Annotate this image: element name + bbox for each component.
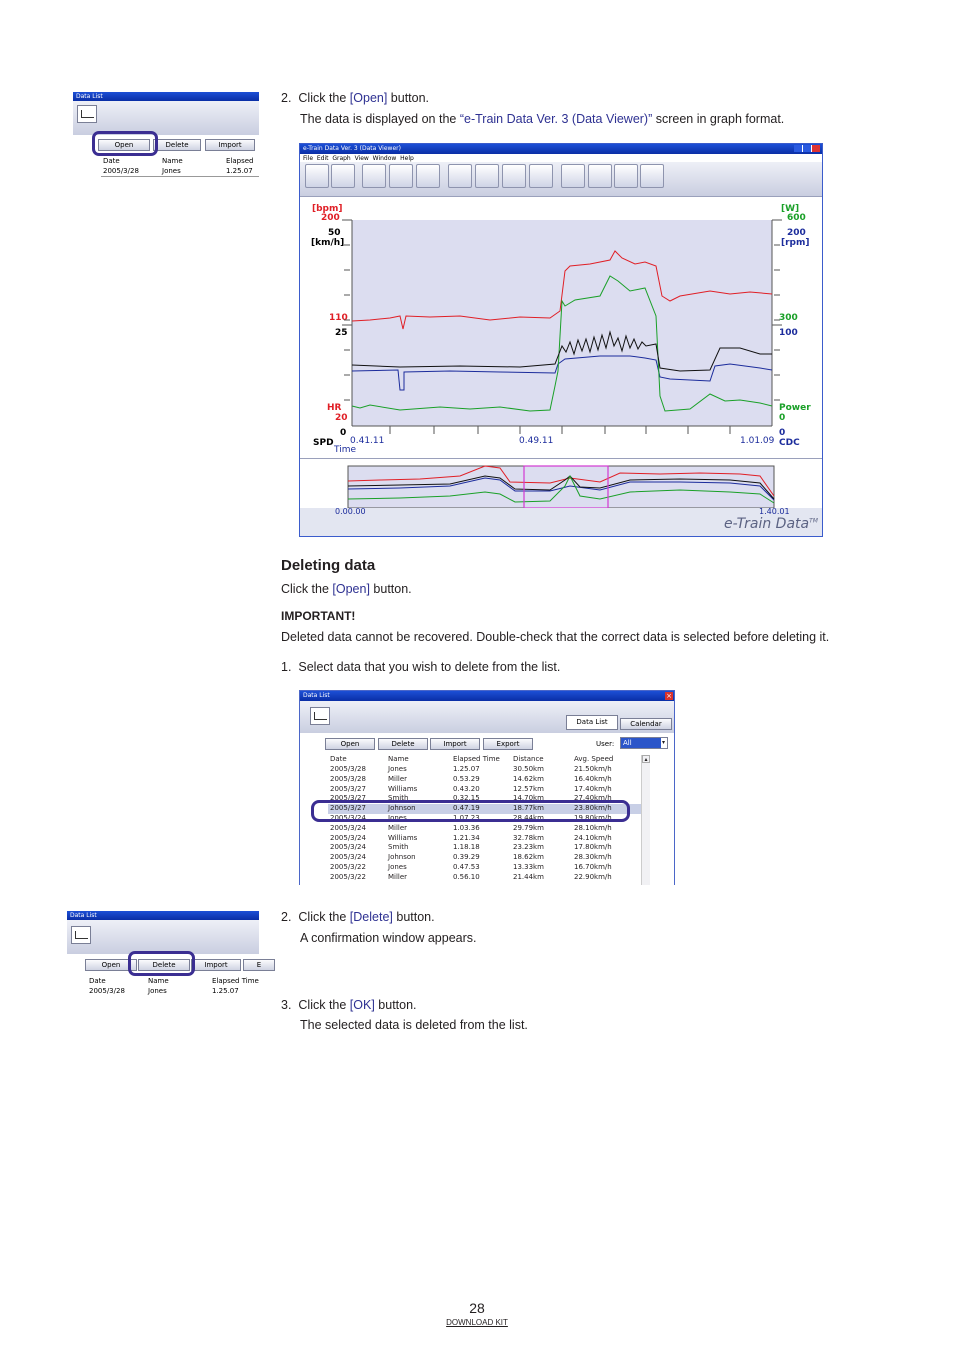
cell-elapsed: 1.03.36 — [453, 823, 480, 832]
cell-avg-speed: 22.90km/h — [574, 872, 612, 881]
cell-date: 2005/3/28 — [330, 774, 366, 783]
import-button[interactable]: Import — [191, 959, 241, 971]
cell-elapsed: 1.07.23 — [453, 814, 480, 822]
cell-name: Miller — [388, 823, 408, 832]
axis-bpm-200: 200 — [321, 213, 340, 223]
cell-date: 2005/3/28 — [103, 167, 139, 175]
viewer-menubar — [303, 155, 414, 162]
axis-watt-600: 600 — [787, 213, 806, 223]
table-header — [328, 755, 642, 765]
cell-name: Miller — [388, 872, 408, 881]
cell-elapsed: 1.18.18 — [453, 843, 480, 852]
cell-name: Williams — [388, 833, 418, 842]
cell-name: Miller — [388, 774, 408, 783]
step-number: 2. — [281, 91, 292, 105]
cell-date: 2005/3/27 — [330, 784, 366, 793]
scroll-up-icon[interactable]: ▴ — [642, 755, 650, 763]
axis-rpm-0: 0 — [779, 428, 786, 438]
step-text: Click the — [298, 91, 350, 105]
cell-date: 2005/3/27 — [330, 804, 366, 813]
tab-calendar[interactable]: Calendar — [620, 718, 672, 730]
step-number: 1. — [281, 660, 292, 674]
step-delete-line1 — [281, 910, 435, 924]
cell-name: Smith — [388, 794, 409, 803]
cell-name: Johnson — [388, 804, 416, 813]
cell-avg-speed: 21.50km/h — [574, 765, 612, 773]
highlight-ring-delete — [128, 951, 195, 976]
open-button[interactable]: Open — [85, 959, 137, 971]
cell-name: Jones — [388, 863, 407, 871]
header-date[interactable]: Date — [330, 755, 347, 763]
print-icon[interactable] — [331, 164, 355, 188]
thumbnail-title: Data List — [73, 92, 259, 101]
step-text: The data is displayed on the — [300, 112, 460, 126]
cell-avg-speed: 17.80km/h — [574, 843, 612, 852]
axis-rpm-100: 100 — [779, 328, 798, 338]
cell-avg-speed: 19.80km/h — [574, 814, 612, 822]
cell-elapsed: 1.25.07 — [226, 167, 253, 175]
cell-name: Jones — [388, 765, 407, 773]
delete-link: [Delete] — [349, 910, 393, 924]
viewer-title: e-Train Data Ver. 3 (Data Viewer) — [303, 145, 401, 152]
cell-distance: 32.78km — [513, 833, 544, 842]
cell-avg-speed: 28.30km/h — [574, 853, 612, 862]
cell-elapsed: 0.47.53 — [453, 863, 480, 871]
cell-name: Jones — [388, 814, 407, 822]
export-icon[interactable] — [614, 164, 638, 188]
cell-distance: 30.50km — [513, 765, 544, 773]
table-row[interactable] — [328, 834, 642, 844]
cell-elapsed: 0.32.15 — [453, 794, 480, 803]
header-distance[interactable]: Distance — [513, 755, 544, 763]
important-warning: Deleted data cannot be recovered. Double-check that the correct data is selected before deleting it. — [281, 630, 830, 644]
user-select-value: All — [621, 738, 661, 748]
brand-tm: TM — [809, 517, 818, 525]
col-elapsed: Elapsed Time — [212, 977, 259, 985]
delete-button[interactable]: Delete — [138, 959, 190, 971]
step-text: button. — [374, 998, 417, 1012]
cell-avg-speed: 28.10km/h — [574, 823, 612, 832]
table-row[interactable] — [328, 853, 642, 863]
cell-name: Jones — [162, 167, 181, 175]
open-link: [Open] — [332, 582, 370, 596]
cell-distance: 18.62km — [513, 853, 544, 862]
step-text: button. — [369, 582, 412, 596]
open-link: [Open] — [349, 91, 388, 105]
cell-avg-speed: 17.40km/h — [574, 784, 612, 793]
app-graph-icon — [77, 105, 97, 123]
cell-distance: 28.44km — [513, 814, 544, 822]
important-label: IMPORTANT! — [281, 609, 356, 623]
cell-distance: 13.33km — [513, 863, 544, 871]
cell-avg-speed: 24.10km/h — [574, 833, 612, 842]
step-ok-line2: The selected data is deleted from the list. — [300, 1018, 528, 1032]
axis-watt-0: 0 — [779, 413, 786, 423]
section-heading: Deleting data — [281, 557, 376, 574]
cell-date: 2005/3/22 — [330, 863, 366, 871]
overview-tick-start: 0.00.00 — [335, 507, 366, 516]
table-row[interactable] — [328, 843, 642, 853]
axis-rpm-unit: [rpm] — [781, 238, 810, 248]
menu-file[interactable]: File — [303, 155, 314, 162]
delete-button[interactable]: Delete — [378, 738, 428, 750]
step-text: Click the — [281, 582, 333, 596]
step-ok-line1 — [281, 998, 417, 1012]
cell-elapsed: 1.25.07 — [453, 765, 480, 773]
time-tick-1: 0.41.11 — [350, 436, 385, 446]
cell-date: 2005/3/24 — [330, 843, 366, 852]
step-text: Click the — [298, 910, 350, 924]
menu-help[interactable]: Help — [400, 155, 414, 162]
calendar-icon[interactable] — [561, 164, 585, 188]
cell-elapsed: 0.47.19 — [453, 804, 480, 813]
user-select[interactable] — [620, 737, 668, 749]
axis-cdc-label: CDC — [779, 438, 800, 448]
cell-date: 2005/3/24 — [330, 833, 366, 842]
cell-elapsed: 1.25.07 — [212, 987, 239, 995]
axis-kmh-unit: [km/h] — [311, 238, 345, 248]
table-row[interactable] — [328, 775, 642, 785]
cell-elapsed: 0.43.20 — [453, 784, 480, 793]
heart-icon[interactable] — [475, 164, 499, 188]
axis-bpm-20: 20 — [335, 413, 348, 423]
highlight-ring-selected-row — [311, 800, 630, 822]
axis-spd-0: 0 — [340, 428, 347, 438]
brand-text: e-Train Data — [724, 516, 810, 532]
deleting-click-open — [281, 582, 412, 596]
step-text: Select data that you wish to delete from the list. — [298, 660, 561, 674]
viewer-name-link: “e-Train Data Ver. 3 (Data Viewer)” — [459, 112, 653, 126]
axis-spd-50: 50 — [328, 228, 341, 238]
brand-logo — [724, 516, 818, 532]
time-tick-2: 0.49.11 — [519, 436, 554, 446]
table-row[interactable] — [328, 785, 642, 795]
table-row[interactable] — [328, 873, 642, 883]
axis-watt-300: 300 — [779, 313, 798, 323]
main-graph[interactable] — [300, 196, 822, 536]
cell-avg-speed: 23.80km/h — [574, 804, 612, 813]
cell-avg-speed: 27.40km/h — [574, 794, 612, 803]
viewer-titlebar — [300, 144, 822, 154]
export-button-partial[interactable]: E — [243, 959, 275, 971]
menu-graph[interactable]: Graph — [332, 155, 351, 162]
thumbnail-title: Data List — [67, 911, 259, 920]
user-label: User: — [596, 740, 615, 748]
col-elapsed: Elapsed — [226, 157, 254, 165]
cell-date: 2005/3/24 — [330, 823, 366, 832]
chevron-down-icon[interactable]: ▾ — [661, 740, 665, 746]
table-row[interactable] — [328, 863, 642, 873]
header-elapsed[interactable]: Elapsed Time — [453, 755, 500, 763]
settings-wrench-icon[interactable] — [640, 164, 664, 188]
step-delete-line2: A confirmation window appears. — [300, 931, 477, 945]
cell-elapsed: 0.56.10 — [453, 872, 480, 881]
data-list-title: Data List — [303, 692, 330, 699]
menu-view[interactable]: View — [354, 155, 369, 162]
cell-date: 2005/3/27 — [330, 794, 366, 803]
cell-distance: 14.62km — [513, 774, 544, 783]
step-number: 2. — [281, 910, 292, 924]
close-icon[interactable]: × — [666, 692, 672, 700]
app-graph-icon — [310, 707, 330, 725]
cell-date: 2005/3/22 — [330, 872, 366, 881]
ok-link: [OK] — [349, 998, 375, 1012]
overview-tick-end: 1.40.01 — [759, 507, 790, 516]
cell-date: 2005/3/24 — [330, 814, 366, 822]
thumbnail-toolbar — [73, 101, 259, 135]
axis-power-label: Power — [779, 403, 811, 413]
data-list-titlebar — [300, 691, 674, 701]
axis-bpm-unit: [bpm] — [312, 204, 343, 214]
data-list-window — [299, 690, 675, 885]
open-button[interactable]: Open — [325, 738, 375, 750]
font-small-icon[interactable] — [389, 164, 413, 188]
scrollbar[interactable] — [641, 755, 650, 885]
step-text: button. — [387, 91, 430, 105]
step-number: 3. — [281, 998, 292, 1012]
refresh-icon[interactable] — [416, 164, 440, 188]
cell-distance: 29.79km — [513, 823, 544, 832]
table-row[interactable] — [328, 765, 642, 775]
col-date: Date — [103, 157, 120, 165]
cell-name: Smith — [388, 843, 409, 852]
header-avg-speed[interactable]: Avg. Speed — [574, 755, 614, 763]
cell-avg-speed: 16.70km/h — [574, 863, 612, 871]
app-graph-icon — [71, 926, 91, 944]
cell-date: 2005/3/24 — [330, 853, 366, 862]
axis-rpm-200: 200 — [787, 228, 806, 238]
thumbnail-toolbar — [67, 920, 259, 954]
col-name: Name — [162, 157, 183, 165]
cadence-icon[interactable] — [529, 164, 553, 188]
cell-distance: 14.70km — [513, 794, 544, 803]
col-date: Date — [89, 977, 106, 985]
axis-spd-25: 25 — [335, 328, 348, 338]
cell-elapsed: 1.21.34 — [453, 833, 480, 842]
import-button[interactable]: Import — [205, 139, 255, 151]
import-button[interactable]: Import — [430, 738, 480, 750]
tab-data-list[interactable]: Data List — [566, 715, 618, 730]
axis-watt-unit: [W] — [781, 204, 800, 214]
bike-icon[interactable] — [502, 164, 526, 188]
cell-distance: 23.23km — [513, 843, 544, 852]
timer-icon[interactable] — [448, 164, 472, 188]
font-large-icon[interactable] — [362, 164, 386, 188]
cell-distance: 12.57km — [513, 784, 544, 793]
data-viewer-window — [299, 143, 823, 537]
col-name: Name — [148, 977, 169, 985]
cell-name: Jones — [148, 987, 167, 995]
axis-hr-label: HR — [327, 403, 342, 413]
open-button[interactable]: Open — [98, 139, 150, 151]
cell-name: Williams — [388, 784, 418, 793]
step-open-line1 — [281, 91, 429, 105]
export-button[interactable]: Export — [483, 738, 533, 750]
cell-date: 2005/3/28 — [89, 987, 125, 995]
delete-step1 — [281, 660, 560, 674]
menu-edit[interactable]: Edit — [316, 155, 329, 162]
step-text: Click the — [298, 998, 350, 1012]
step-text: screen in graph format. — [652, 112, 785, 126]
cell-date: 2005/3/28 — [330, 765, 366, 773]
window-controls-icon[interactable] — [794, 145, 820, 152]
cell-elapsed: 0.53.29 — [453, 774, 480, 783]
step-open-line2 — [300, 112, 784, 126]
table-row[interactable] — [328, 824, 642, 834]
cell-distance: 18.77km — [513, 804, 544, 813]
cell-avg-speed: 16.40km/h — [574, 774, 612, 783]
step-text: button. — [392, 910, 435, 924]
time-tick-3: 1.01.09 — [740, 436, 775, 446]
axis-bpm-110: 110 — [329, 313, 348, 323]
highlight-ring-open — [92, 131, 158, 156]
report-icon[interactable] — [588, 164, 612, 188]
cell-elapsed: 0.39.29 — [453, 853, 480, 862]
graph-icon[interactable] — [305, 164, 329, 188]
footer-label: DOWNLOAD KIT — [446, 1318, 508, 1327]
header-name[interactable]: Name — [388, 755, 409, 763]
delete-button[interactable]: Delete — [153, 139, 201, 151]
axis-spd-label: SPD — [313, 438, 334, 448]
cell-distance: 21.44km — [513, 872, 544, 881]
cell-name: Johnson — [388, 853, 416, 862]
page-number: 28 — [469, 1300, 485, 1316]
menu-window[interactable]: Window — [372, 155, 397, 162]
time-axis-label: Time — [334, 445, 357, 455]
